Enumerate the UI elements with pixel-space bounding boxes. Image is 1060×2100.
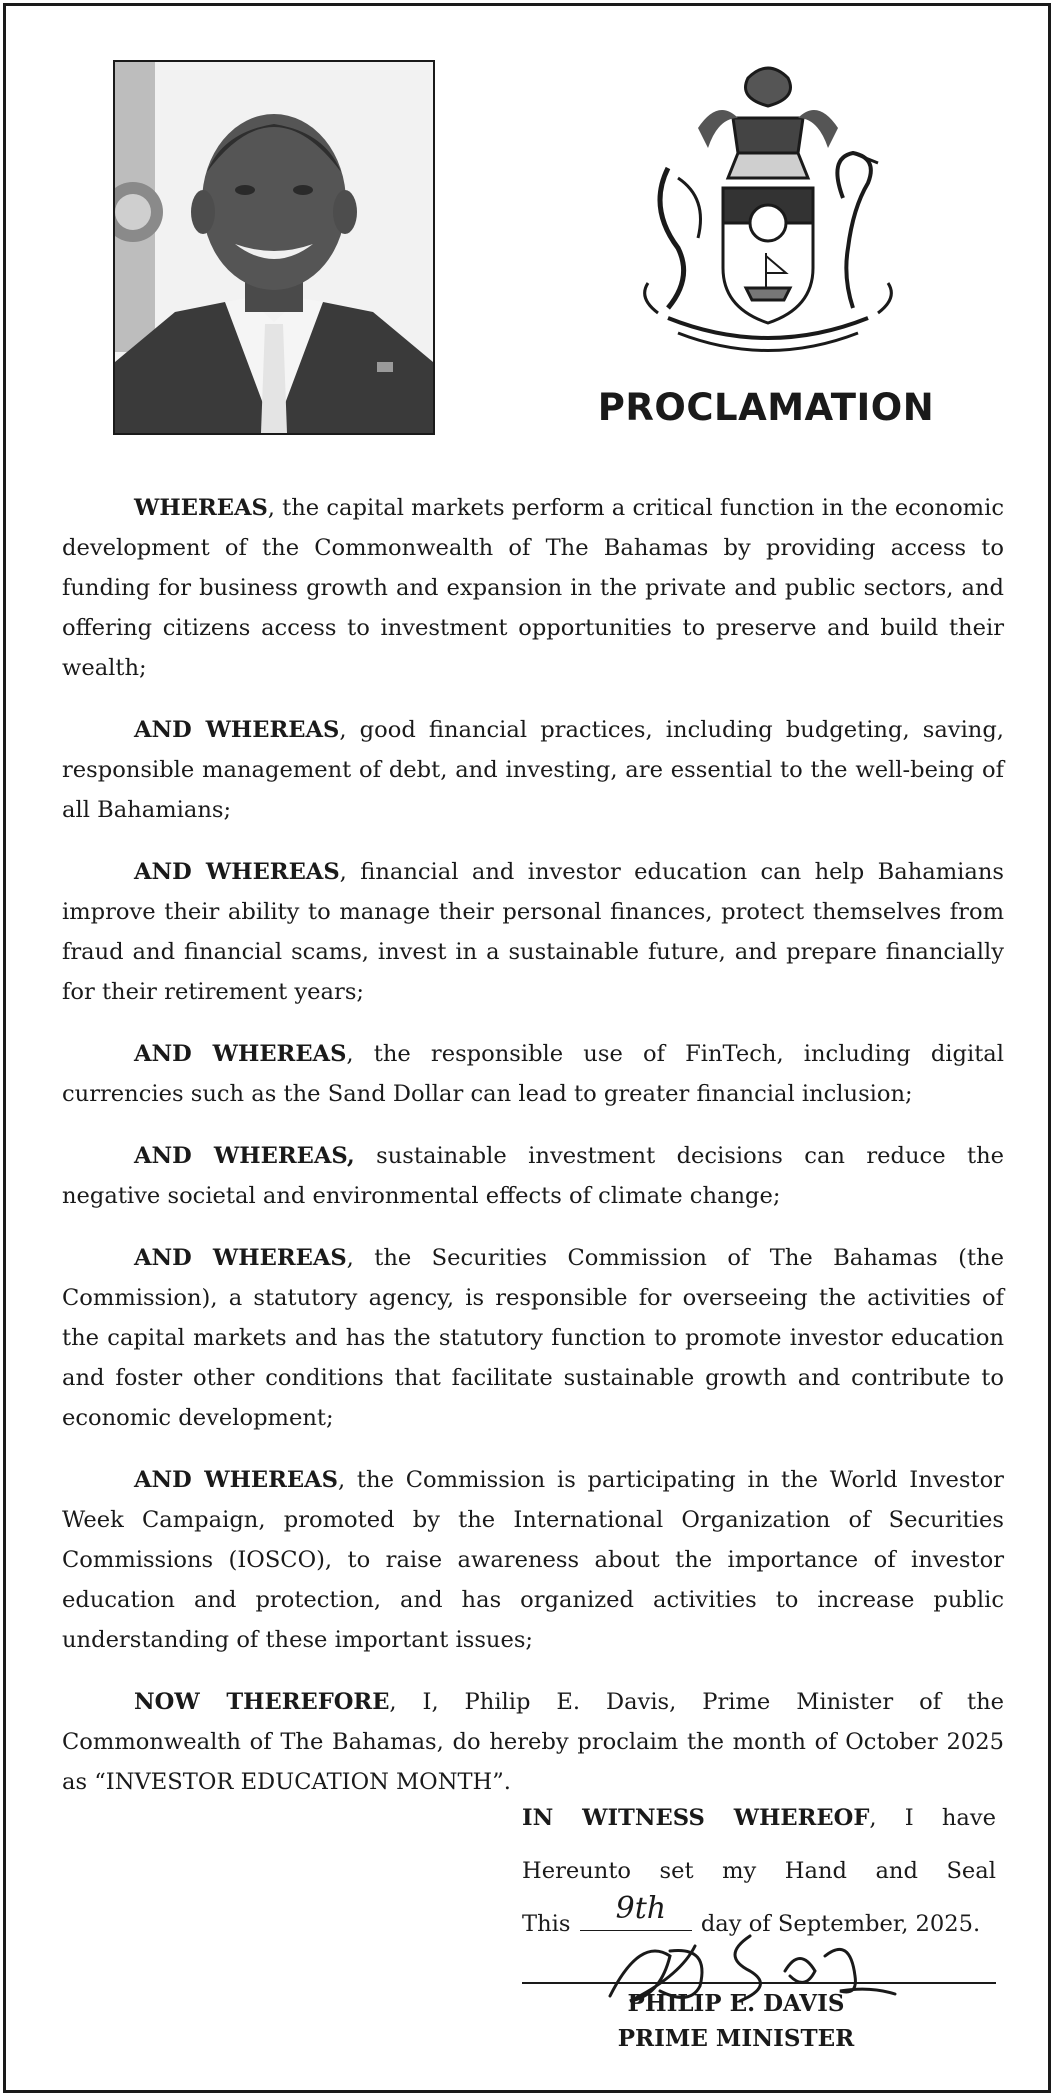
signature-line	[522, 1982, 996, 1984]
document-frame	[3, 3, 1051, 2093]
paragraph-lead: AND WHEREAS	[134, 1467, 338, 1493]
witness-lead: IN WITNESS WHEREOF	[522, 1805, 870, 1831]
paragraph-text: , I, Philip E. Davis, Prime Minister of the Commonwealth of The Bahamas, do hereby proclaim the month of October 2025 as “INVESTOR EDUCATION MONTH”.	[62, 1689, 1005, 1795]
whereas-paragraph-4	[62, 1034, 1004, 1114]
whereas-paragraph-6	[62, 1238, 1004, 1438]
whereas-paragraph-3	[62, 852, 1004, 1012]
witness-line-1-rest: , I have	[869, 1805, 996, 1831]
witness-line-2: Hereunto set my Hand and Seal	[522, 1858, 996, 1884]
whereas-paragraph-2	[62, 710, 1004, 830]
paragraph-lead: AND WHEREAS	[134, 717, 340, 743]
paragraph-lead: AND WHEREAS	[134, 859, 340, 885]
signer-name: PHILIP E. DAVIS	[627, 1990, 845, 2017]
portrait-photo	[113, 60, 435, 435]
paragraph-text: , good financial practices, including budgeting, saving, responsible management of debt, and investing, are essential to the well-being of all Bahamians;	[62, 717, 1004, 823]
whereas-paragraph-5	[62, 1136, 1004, 1216]
handwritten-day: 9th	[615, 1891, 667, 1926]
witness-line-1	[522, 1792, 996, 1845]
witness-line-3-prefix: This	[522, 1911, 571, 1937]
paragraph-text: , the Commission is participating in the World Investor Week Campaign, promoted by the International Organization of Securities Commissions (IOSCO), to raise awareness about the importance of investor education and protection, and has organized activities to increase public understanding of these important issues;	[62, 1467, 1004, 1653]
paragraph-lead: NOW THEREFORE	[134, 1689, 390, 1715]
paragraph-lead: AND WHEREAS,	[134, 1143, 355, 1169]
paragraph-lead: WHEREAS	[134, 495, 268, 521]
whereas-paragraph-1	[62, 488, 1004, 688]
paragraph-text: , financial and investor education can help Bahamians improve their ability to manage their personal finances, protect themselves from fraud and financial scams, invest in a sustainable future, and prepare financially for their retirement years;	[62, 859, 1004, 1005]
signer-block	[566, 1986, 906, 2056]
paragraph-text: , the responsible use of FinTech, including digital currencies such as the Sand Dollar can lead to greater financial inclusion;	[62, 1041, 1004, 1107]
paragraph-text: sustainable investment decisions can reduce the negative societal and environmental effects of climate change;	[62, 1143, 1005, 1209]
signer-title: PRIME MINISTER	[617, 2025, 855, 2052]
paragraph-lead: AND WHEREAS	[134, 1245, 347, 1271]
paragraph-text: , the capital markets perform a critical function in the economic development of the Commonwealth of The Bahamas by providing access to funding for business growth and expansion in the private and public sectors, and offering citizens access to investment opportunities to preserve and build their wealth;	[62, 495, 1004, 681]
proclamation-body	[62, 488, 1004, 1824]
portrait-illustration	[115, 62, 433, 433]
proclamation-title: PROCLAMATION	[597, 386, 935, 429]
coat-of-arms-icon	[638, 58, 898, 368]
paragraph-lead: AND WHEREAS	[134, 1041, 347, 1067]
witness-line-3-suffix: day of September, 2025.	[700, 1911, 981, 1937]
paragraph-text: , the Securities Commission of The Bahamas (the Commission), a statutory agency, is responsible for overseeing the activities of the capital markets and has the statutory function to promote investor education and foster other conditions that facilitate sustainable growth and contribute to economic development;	[62, 1245, 1004, 1431]
whereas-paragraph-7	[62, 1460, 1004, 1660]
now-therefore-paragraph	[62, 1682, 1004, 1802]
